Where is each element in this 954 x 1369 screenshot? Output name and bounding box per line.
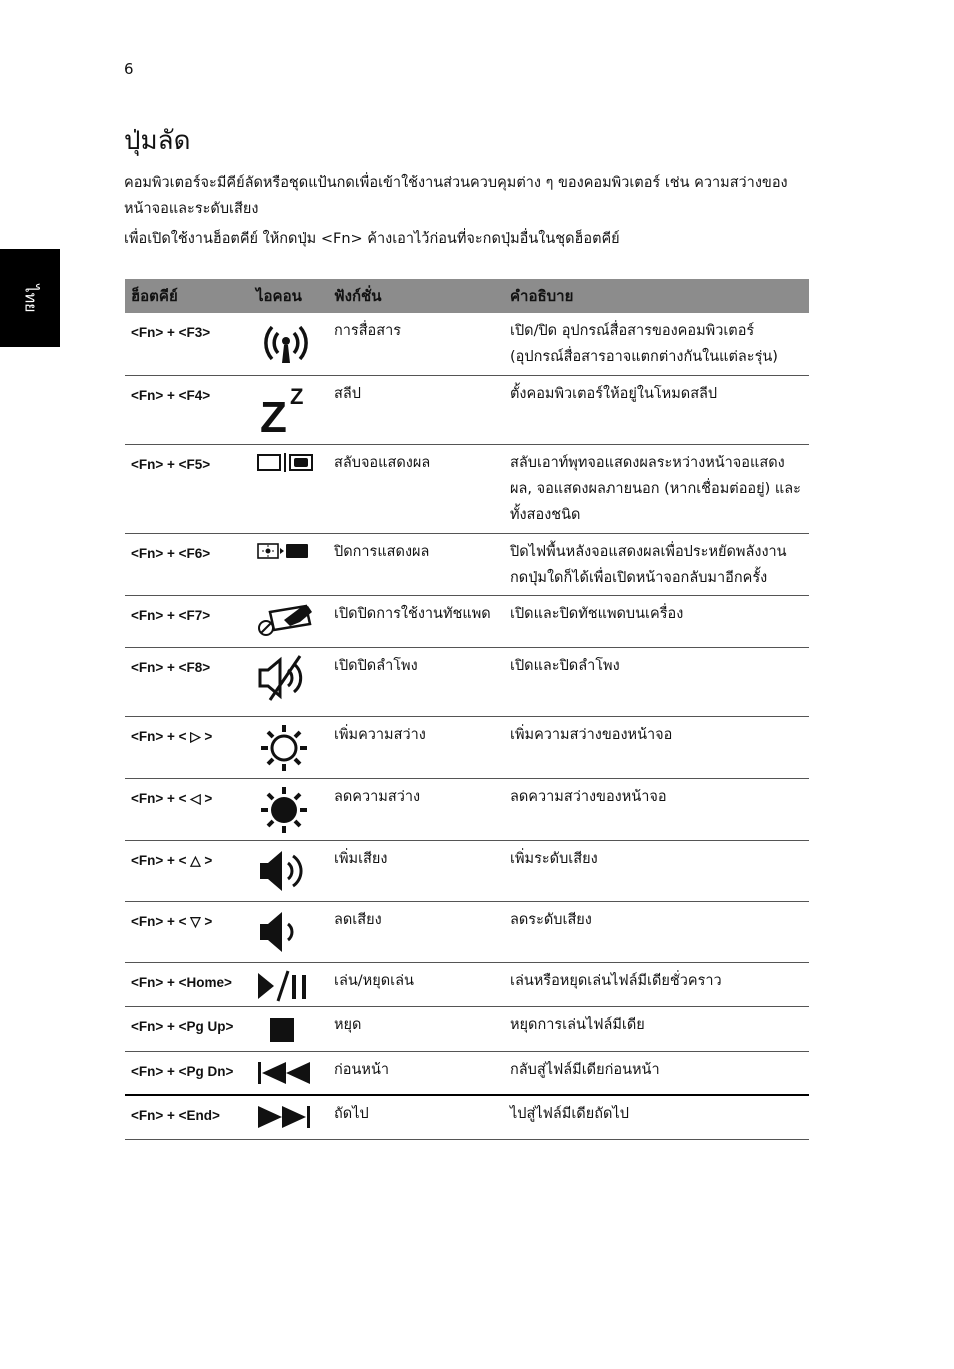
- function-cell: ก่อนหน้า: [328, 1051, 504, 1095]
- page-number: 6: [124, 60, 134, 78]
- description-cell: กลับสู่ไฟล์มีเดียก่อนหน้า: [504, 1051, 809, 1095]
- previous-track-icon: [256, 1058, 316, 1088]
- table-row: [125, 313, 809, 375]
- hotkey-cell: <Fn> + < ◁ >: [125, 778, 250, 840]
- hotkey-cell: <Fn> + < ▷ >: [125, 716, 250, 778]
- hotkey-table: [125, 279, 809, 1140]
- stop-icon: [256, 1013, 316, 1045]
- description-cell: ปิดไฟพื้นหลังจอแสดงผลเพื่อประหยัดพลังงาน กดปุ่มใดก็ได้เพื่อเปิดหน้าจอกลับมาอีกครั้ง: [504, 533, 809, 595]
- display-off-icon: [256, 540, 316, 562]
- description-cell: เพิ่มความสว่างของหน้าจอ: [504, 716, 809, 778]
- speaker-mute-icon: [256, 654, 316, 702]
- hotkey-cell: <Fn> + < ▽ >: [125, 901, 250, 962]
- wireless-icon: [256, 319, 316, 367]
- description-cell: ไปสู่ไฟล์มีเดียถัดไป: [504, 1095, 809, 1139]
- function-cell: ลดความสว่าง: [328, 778, 504, 840]
- brightness-down-icon: [256, 785, 316, 835]
- function-cell: ลดเสียง: [328, 901, 504, 962]
- intro-text: [124, 170, 814, 252]
- table-row: [125, 840, 809, 901]
- header-description: คำอธิบาย: [504, 279, 809, 313]
- function-cell: เปิดปิดการใช้งานทัชแพด: [328, 595, 504, 647]
- hotkey-table-header: [125, 279, 809, 313]
- hotkey-cell: <Fn> + <End>: [125, 1095, 250, 1139]
- header-function: ฟังก์ชั่น: [328, 279, 504, 313]
- function-cell: ถัดไป: [328, 1095, 504, 1139]
- table-row: [125, 533, 809, 595]
- table-row: [125, 1051, 809, 1095]
- function-cell: การสื่อสาร: [328, 313, 504, 375]
- language-side-tab: [0, 249, 60, 347]
- table-row: [125, 375, 809, 444]
- hotkey-cell: <Fn> + <Home>: [125, 962, 250, 1006]
- table-row: [125, 595, 809, 647]
- table-row: [125, 778, 809, 840]
- description-cell: เปิดและปิดทัชแพดบนเครื่อง: [504, 595, 809, 647]
- function-cell: เพิ่มเสียง: [328, 840, 504, 901]
- display-toggle-icon: [256, 451, 316, 475]
- brightness-up-icon: [256, 723, 316, 773]
- function-cell: เล่น/หยุดเล่น: [328, 962, 504, 1006]
- description-cell: เล่นหรือหยุดเล่นไฟล์มีเดียชั่วคราว: [504, 962, 809, 1006]
- hotkey-cell: <Fn> + <F8>: [125, 647, 250, 716]
- hotkey-cell: <Fn> + <F7>: [125, 595, 250, 647]
- next-track-icon: [256, 1102, 316, 1132]
- function-cell: สลับจอแสดงผล: [328, 444, 504, 533]
- volume-down-icon: [256, 908, 316, 956]
- table-row: [125, 716, 809, 778]
- description-cell: เพิ่มระดับเสียง: [504, 840, 809, 901]
- description-cell: ตั้งคอมพิวเตอร์ให้อยู่ในโหมดสลีป: [504, 375, 809, 444]
- table-row: [125, 647, 809, 716]
- hotkey-cell: <Fn> + <Pg Dn>: [125, 1051, 250, 1095]
- hotkey-cell: <Fn> + <Pg Up>: [125, 1006, 250, 1051]
- description-cell: เปิด/ปิด อุปกรณ์สื่อสารของคอมพิวเตอร์ (อุปกรณ์สื่อสารอาจแตกต่างกันในแต่ละรุ่น): [504, 313, 809, 375]
- hotkey-cell: <Fn> + <F5>: [125, 444, 250, 533]
- function-cell: หยุด: [328, 1006, 504, 1051]
- language-side-tab-label: ไทย: [21, 284, 41, 312]
- play-pause-icon: [256, 969, 316, 1003]
- function-cell: สลีป: [328, 375, 504, 444]
- function-cell: เปิดปิดลำโพง: [328, 647, 504, 716]
- svg-text:Z: Z: [260, 392, 287, 436]
- header-icon: ไอคอน: [250, 279, 328, 313]
- hotkey-cell: <Fn> + <F3>: [125, 313, 250, 375]
- intro-paragraph-1: คอมพิวเตอร์จะมีคีย์ลัดหรือชุดแป้นกดเพื่อเข้าใช้งานส่วนควบคุมต่าง ๆ ของคอมพิวเตอร์ เช่น ความสว่างของหน้าจอและระดับเสียง: [124, 175, 788, 217]
- table-row: [125, 444, 809, 533]
- sleep-icon: [256, 382, 316, 436]
- function-cell: ปิดการแสดงผล: [328, 533, 504, 595]
- table-row: [125, 1006, 809, 1051]
- volume-up-icon: [256, 847, 316, 895]
- hotkey-cell: <Fn> + <F4>: [125, 375, 250, 444]
- table-row: [125, 901, 809, 962]
- header-hotkey: ฮ็อตคีย์: [125, 279, 250, 313]
- function-cell: เพิ่มความสว่าง: [328, 716, 504, 778]
- table-row: [125, 1095, 809, 1139]
- hotkey-cell: <Fn> + <F6>: [125, 533, 250, 595]
- hotkey-cell: <Fn> + < △ >: [125, 840, 250, 901]
- description-cell: หยุดการเล่นไฟล์มีเดีย: [504, 1006, 809, 1051]
- page-title: ปุ่มลัด: [124, 126, 191, 156]
- svg-text:Z: Z: [290, 383, 304, 409]
- intro-paragraph-2: เพื่อเปิดใช้งานฮ็อตคีย์ ให้กดปุ่ม <Fn> ค้างเอาไว้ก่อนที่จะกดปุ่มอื่นในชุดฮ็อตคีย์: [124, 231, 620, 247]
- touchpad-toggle-icon: [256, 602, 316, 638]
- table-row: [125, 962, 809, 1006]
- description-cell: ลดระดับเสียง: [504, 901, 809, 962]
- description-cell: ลดความสว่างของหน้าจอ: [504, 778, 809, 840]
- description-cell: สลับเอาท์พุทจอแสดงผลระหว่างหน้าจอแสดงผล, จอแสดงผลภายนอก (หากเชื่อมต่ออยู่) และทั้งสองชนิด: [504, 444, 809, 533]
- description-cell: เปิดและปิดลำโพง: [504, 647, 809, 716]
